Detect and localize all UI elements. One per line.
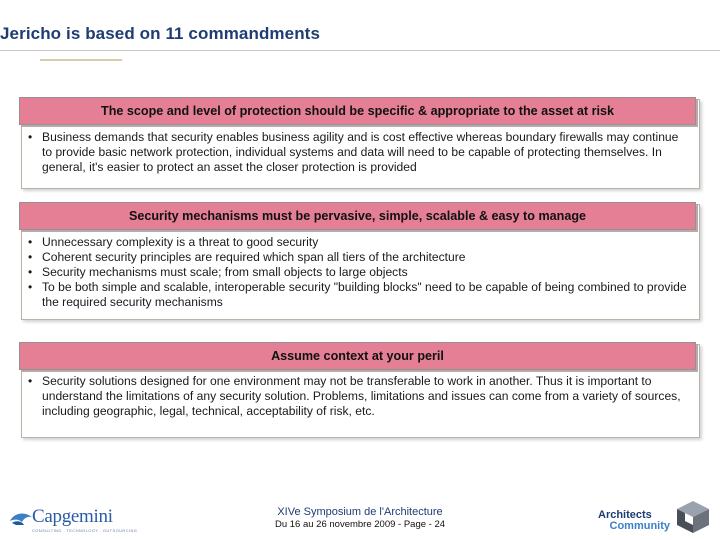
commandment-box-scope xyxy=(21,99,700,189)
bullet-list xyxy=(28,235,691,310)
bullet-list xyxy=(28,130,691,175)
title-accent-bar xyxy=(40,59,122,61)
bullet-item: • Unnecessary complexity is a threat to good security xyxy=(28,235,691,250)
footer-info xyxy=(230,506,490,531)
architects-community-wordmark xyxy=(594,510,670,532)
commandment-header: Security mechanisms must be pervasive, simple, scalable & easy to manage xyxy=(19,202,696,230)
commandment-header: Assume context at your peril xyxy=(19,342,696,370)
bullet-item: • Business demands that security enables business agility and is cost effective whereas boundary firewalls may continue to provide basic network protection, individual systems and data will need to be capable of protecting themselves. In general, it's easier to protect an asset the closer protection is provided xyxy=(28,130,691,175)
bullet-item: • Coherent security principles are required which span all tiers of the architecture xyxy=(28,250,691,265)
capgemini-wordmark: Capgemini xyxy=(32,506,113,527)
title-divider xyxy=(0,50,720,51)
architects-label: Architects xyxy=(598,509,652,521)
capgemini-tagline: CONSULTING . TECHNOLOGY . OUTSOURCING xyxy=(32,528,138,533)
commandment-box-context xyxy=(21,344,700,438)
capgemini-logo xyxy=(6,505,138,535)
commandment-header: The scope and level of protection should be specific & appropriate to the asset at risk xyxy=(19,97,696,125)
architects-community-logo xyxy=(594,499,714,535)
date-page: Du 16 au 26 novembre 2009 - Page - 24 xyxy=(274,519,446,530)
bullet-item: • To be both simple and scalable, interoperable security "building blocks" need to be capable of being combined to provide the required security mechanisms xyxy=(28,280,691,310)
community-label: Community xyxy=(609,520,670,532)
cube-icon xyxy=(673,499,713,535)
bullet-list xyxy=(28,374,691,419)
bullet-item: • Security mechanisms must scale; from small objects to large objects xyxy=(28,265,691,280)
slide-title: Jericho is based on 11 commandments xyxy=(0,24,321,43)
event-title: XIVe Symposium de l'Architecture xyxy=(277,506,443,518)
bullet-item: • Security solutions designed for one environment may not be transferable to work in another. Thus it is important to understand the limitations of any security solution. Problems, limitations and issues can come from a variety of sources, including geographic, legal, technical, acceptability of risk, etc. xyxy=(28,374,691,419)
commandment-box-mechanisms xyxy=(21,204,700,320)
